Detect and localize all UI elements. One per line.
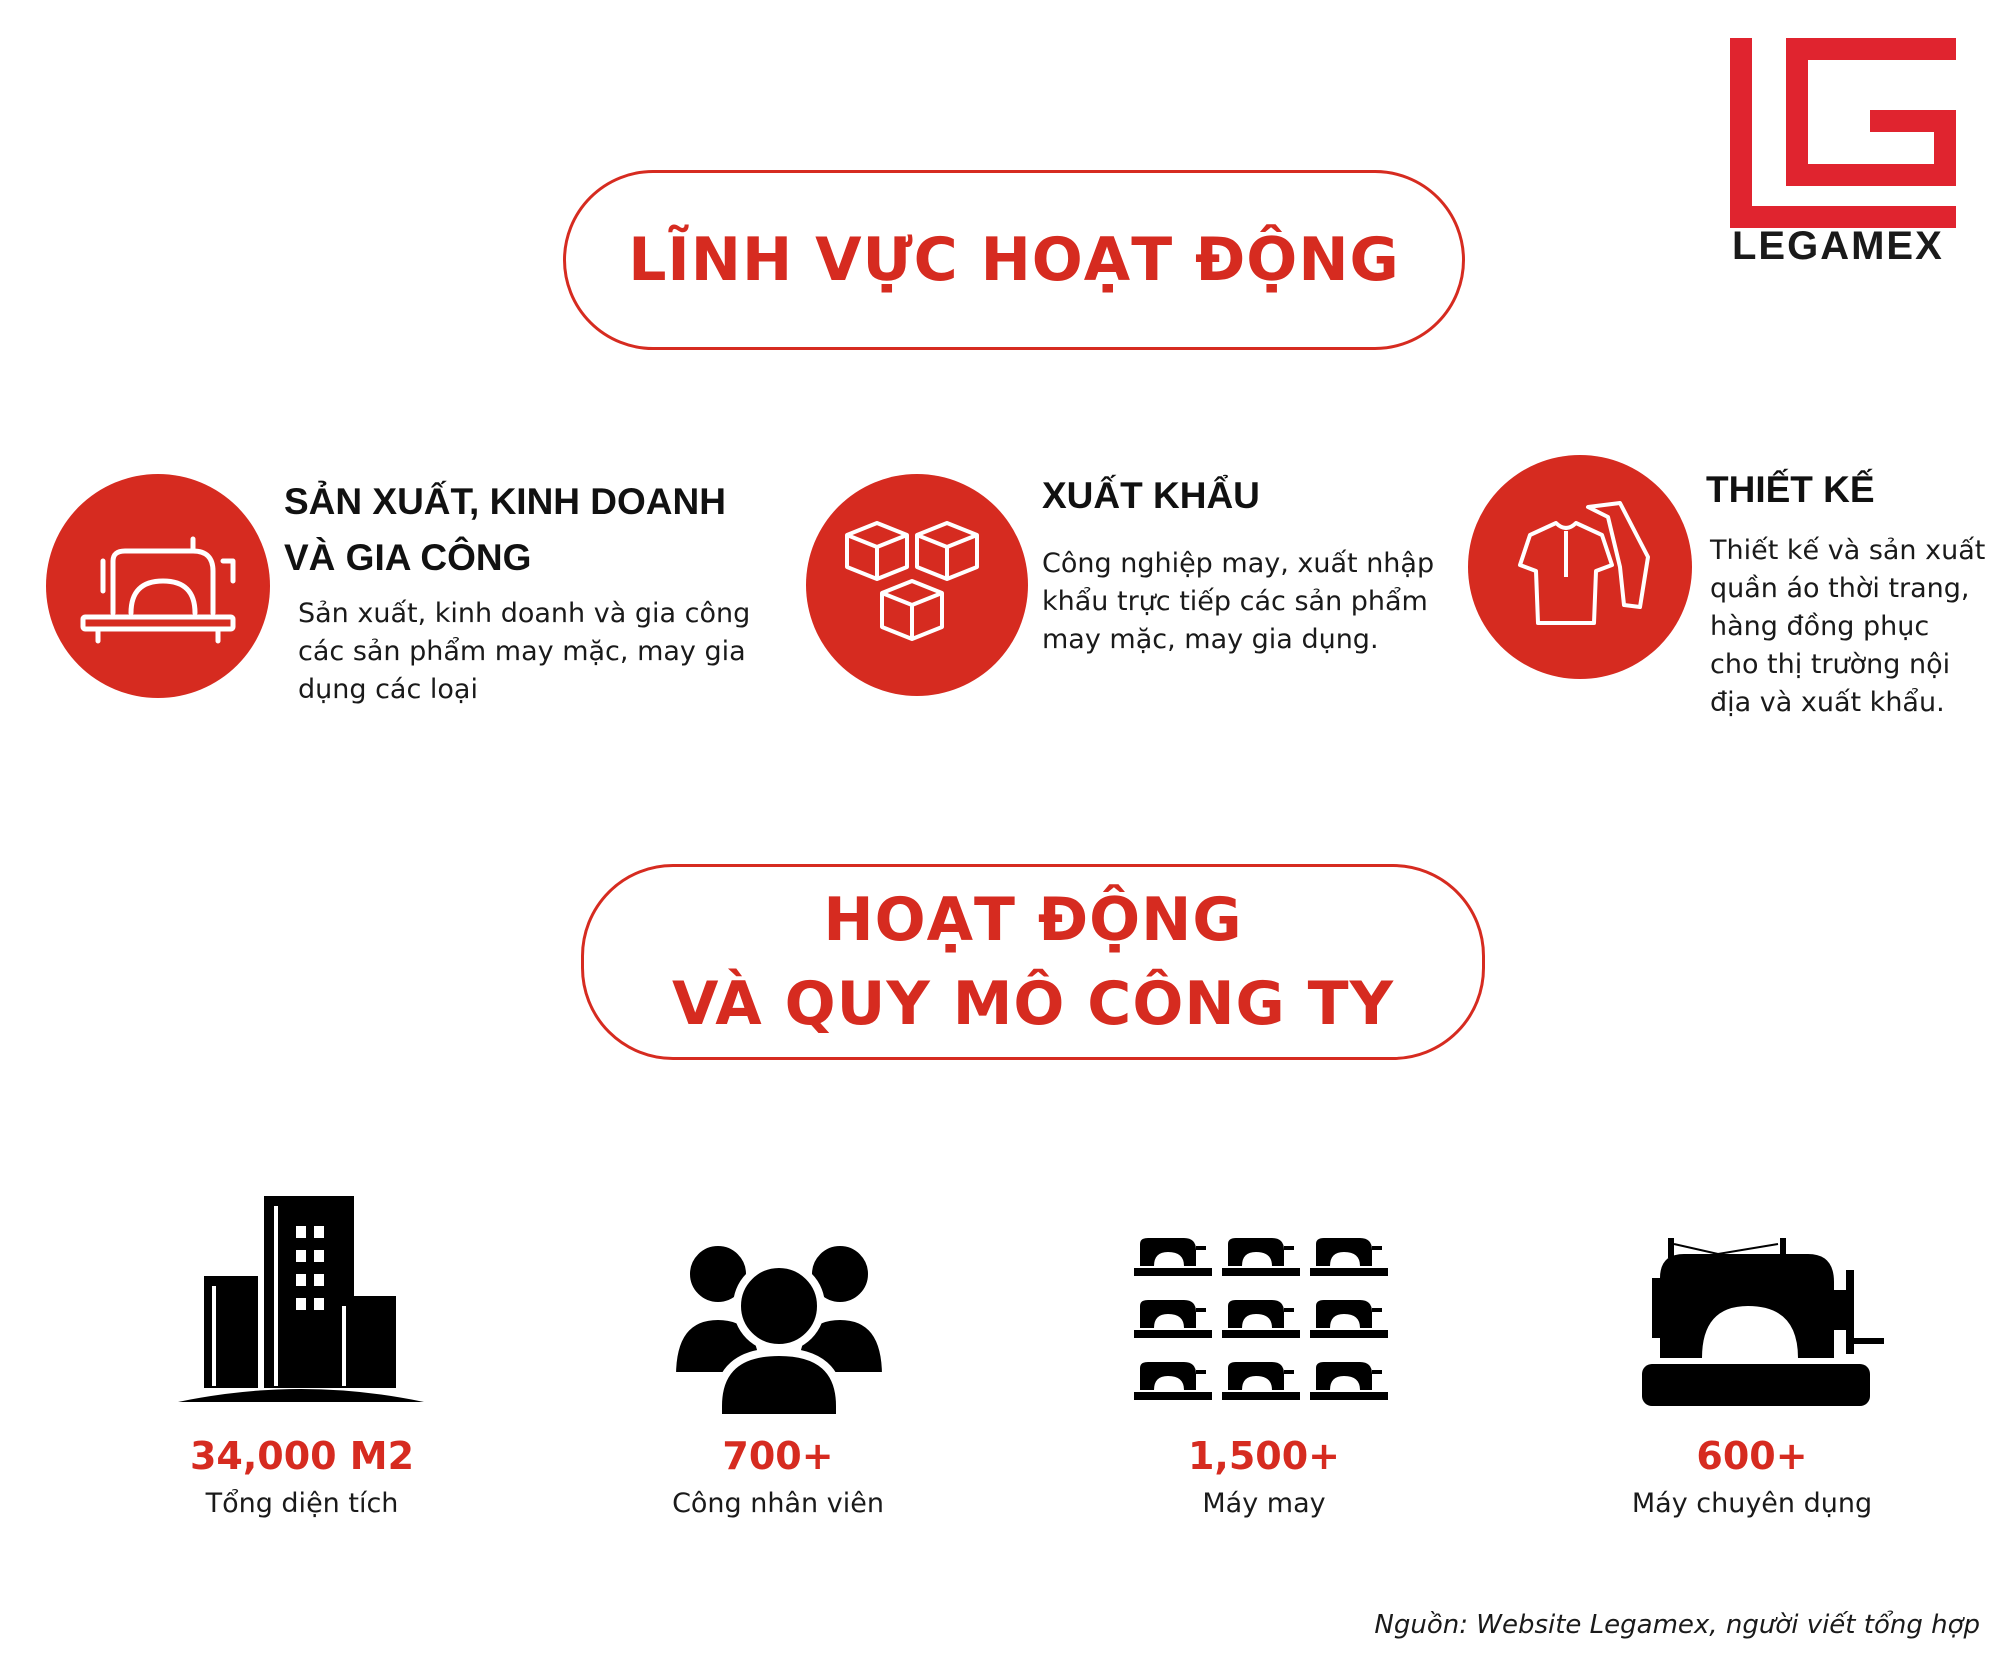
stat-label-machines: Máy may bbox=[1202, 1488, 1326, 1519]
field-icon-circle-export bbox=[806, 474, 1028, 696]
field-desc-line: cho thị trường nội bbox=[1710, 649, 1951, 680]
field-title-line: SẢN XUẤT, KINH DOANH bbox=[284, 481, 726, 522]
stat-value-workers: 700+ bbox=[722, 1434, 834, 1478]
field-title-design bbox=[1706, 462, 1986, 518]
sewing-machines-grid-icon bbox=[1134, 1232, 1392, 1404]
field-title-line: XUẤT KHẨU bbox=[1042, 475, 1260, 516]
field-title-line: THIẾT KẾ bbox=[1706, 469, 1875, 510]
stat-label-workers: Công nhân viên bbox=[672, 1488, 884, 1519]
sewing-machine-icon bbox=[1638, 1230, 1888, 1406]
field-desc-export bbox=[1042, 545, 1442, 659]
section-fields-heading bbox=[563, 170, 1465, 350]
section-fields-title: LĨNH VỰC HOẠT ĐỘNG bbox=[628, 225, 1400, 295]
field-desc-line: quần áo thời trang, bbox=[1710, 573, 1970, 604]
field-desc-line: Sản xuất, kinh doanh và gia công bbox=[298, 598, 751, 629]
field-desc-line: địa và xuất khẩu. bbox=[1710, 687, 1945, 718]
stat-label-area: Tổng diện tích bbox=[205, 1488, 399, 1519]
field-desc-line: may mặc, may gia dụng. bbox=[1042, 624, 1379, 655]
buildings-icon bbox=[178, 1186, 424, 1402]
source-note: Nguồn: Website Legamex, người viết tổng hợp bbox=[1374, 1610, 1980, 1640]
clothing-icon bbox=[1500, 487, 1660, 647]
field-desc-line: khẩu trực tiếp các sản phẩm bbox=[1042, 586, 1428, 617]
field-desc-line: các sản phẩm may mặc, may gia bbox=[298, 636, 746, 667]
field-desc-production bbox=[298, 595, 778, 709]
stat-value-machines: 1,500+ bbox=[1187, 1434, 1341, 1478]
field-desc-design bbox=[1710, 532, 1990, 722]
people-icon bbox=[668, 1236, 890, 1418]
field-title-production bbox=[284, 474, 764, 586]
field-title-export bbox=[1042, 468, 1442, 524]
logo-text: LEGAMEX bbox=[1732, 224, 1944, 268]
field-icon-circle-design bbox=[1468, 455, 1692, 679]
field-title-line: VÀ GIA CÔNG bbox=[284, 537, 532, 578]
section-scale-title-line1: HOẠT ĐỘNG bbox=[823, 885, 1243, 955]
field-desc-line: Thiết kế và sản xuất bbox=[1710, 535, 1986, 566]
field-desc-line: Công nghiệp may, xuất nhập bbox=[1042, 548, 1435, 579]
section-scale-title-line2: VÀ QUY MÔ CÔNG TY bbox=[671, 969, 1395, 1039]
legamex-logo bbox=[1730, 38, 1956, 228]
field-desc-line: dụng các loại bbox=[298, 674, 478, 705]
sewing-machine-icon bbox=[73, 521, 243, 651]
stat-value-area: 34,000 M2 bbox=[189, 1434, 415, 1478]
field-desc-line: hàng đồng phục bbox=[1710, 611, 1930, 642]
stat-label-special-machines: Máy chuyên dụng bbox=[1631, 1488, 1873, 1519]
section-scale-heading bbox=[581, 864, 1485, 1060]
field-icon-circle-production bbox=[46, 474, 270, 698]
stat-value-special-machines: 600+ bbox=[1696, 1434, 1808, 1478]
boxes-icon bbox=[837, 505, 997, 665]
